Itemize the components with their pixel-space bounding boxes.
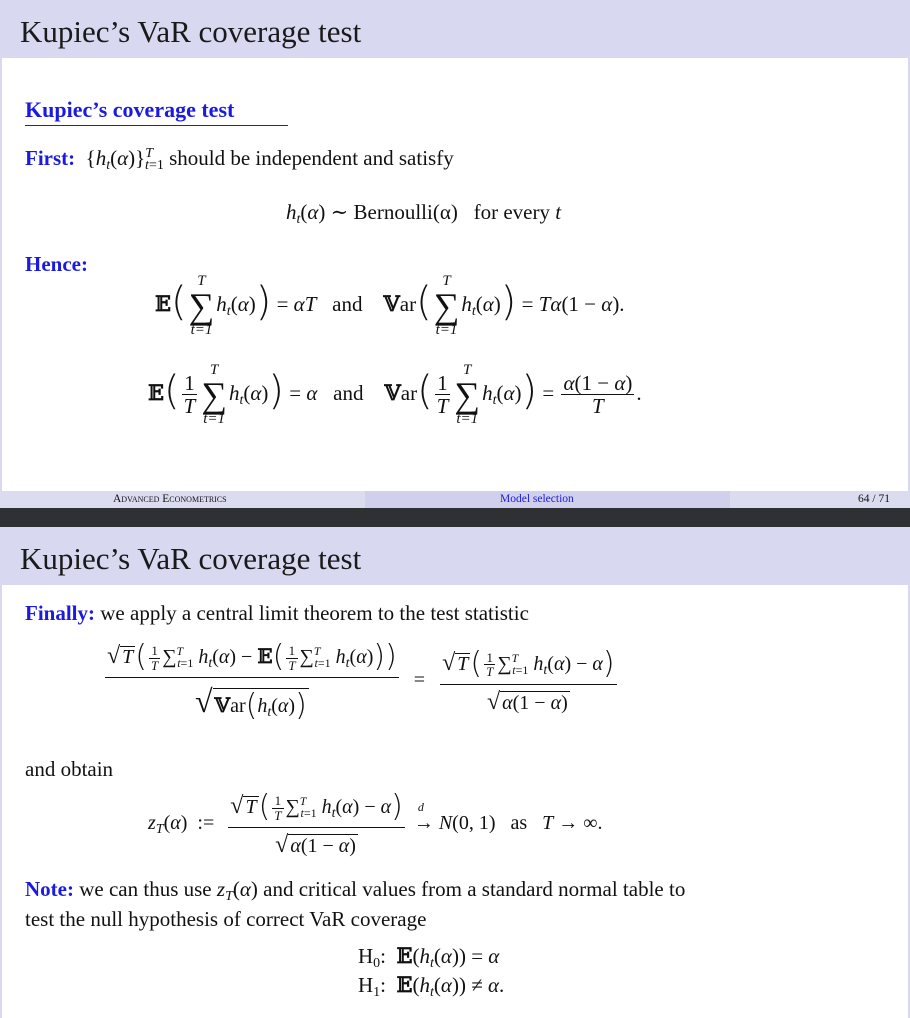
frame-left: [0, 585, 2, 1018]
as-text: as: [510, 812, 528, 835]
footer-left: [0, 491, 365, 508]
sum-expectation-eq: 𝔼( T ∑ t=1 $h_t(\alpha)) = \alpha T$ and 𝕍ar( T ∑ t=1 $h_t(\alpha)) = T\alpha(1 - \alpha)$.: [155, 273, 625, 339]
title-bar: [0, 527, 910, 585]
bernoulli-text: Bernoulli(α): [353, 200, 458, 224]
note-line-2: test the null hypothesis of correct VaR coverage: [25, 907, 427, 931]
first-line: [25, 146, 454, 174]
footer-right: [730, 491, 910, 508]
finally-label: Finally:: [25, 601, 96, 625]
and-text: and: [333, 380, 364, 405]
h1-label: H: [358, 973, 374, 997]
block-heading-text: Kupiec’s coverage test: [25, 97, 235, 122]
zt-equation: $z_T(\alpha)$ := √ T( $\frac{1}{T}$ ∑$^T_{t=1}$ $h_t(\alpha) - \alpha$) √ α(1 − α) d → N(0, 1) as T → ∞.: [148, 789, 603, 858]
footer-section-link[interactable]: Model selection: [500, 493, 574, 505]
frame-left: [0, 58, 2, 491]
slide-65: [0, 527, 910, 1018]
title-bar: [0, 0, 910, 58]
indicator-set: $\{h_t(\alpha)\}^T_{t=1}$: [80, 146, 164, 173]
note-text-2: and critical values from a standard normal table to: [263, 877, 686, 901]
finally-text: we apply a central limit theorem to the test statistic: [100, 601, 529, 625]
null-hypothesis: $H_0$: $𝔼(h_t(\alpha)) = \alpha$: [358, 943, 500, 971]
footer-center: [365, 491, 730, 508]
h0-label: H: [358, 944, 374, 968]
for-every-text: for every: [473, 200, 550, 224]
and-text: and: [332, 291, 363, 316]
note-label: Note:: [25, 877, 74, 901]
note-text-1: we can thus use: [79, 877, 212, 901]
heading-underline: [25, 125, 288, 126]
bernoulli-eq: $h_t(\alpha)$ ∼ Bernoulli(α) for every t: [286, 200, 562, 227]
slide-footer: [0, 491, 910, 508]
footer-course: Advanced Econometrics: [113, 493, 227, 505]
alt-hypothesis: $H_1$: $𝔼(h_t(\alpha)) \ne \alpha$.: [358, 972, 505, 1000]
first-label: First:: [25, 146, 76, 170]
block-heading: [25, 97, 234, 123]
slide-title: Kupiec’s VaR coverage test: [20, 14, 362, 49]
and-obtain: and obtain: [25, 757, 114, 781]
finally-line: [25, 601, 529, 626]
clt-equation: √ T( $\frac{1}{T}$ ∑$^T_{t=1}$ $h_t(\alpha)$ − 𝔼( $\frac{1}{T}$ ∑$^T_{t=1}$ $h_t(\alpha)$)) √ $𝕍ar(h_t(\alpha))$ = √ T( $\frac{1}{T}$ ∑$^T_{t=1}$ $h_t(\alpha) - \alpha$) √ α(1 − α): [107, 639, 615, 723]
mean-expectation-eq: 𝔼( $\frac{1}{T}$ T ∑ t=1 $h_t(\alpha)) = \alpha$ and 𝕍ar( $\frac{1}{T}$ T ∑ t=1 $h_t(\alpha)$) = $\frac{\alpha(1 - \alpha)}{T}$ .: [148, 362, 642, 428]
slide-title: Kupiec’s VaR coverage test: [20, 541, 362, 576]
footer-page-number: 64 / 71: [858, 493, 890, 505]
first-text: should be independent and satisfy: [169, 146, 454, 170]
note-line: Note: we can thus use $z_T(\alpha)$ and critical values from a standard normal table to: [25, 877, 686, 904]
slide-64: [0, 0, 910, 508]
hence-label: Hence:: [25, 252, 88, 276]
